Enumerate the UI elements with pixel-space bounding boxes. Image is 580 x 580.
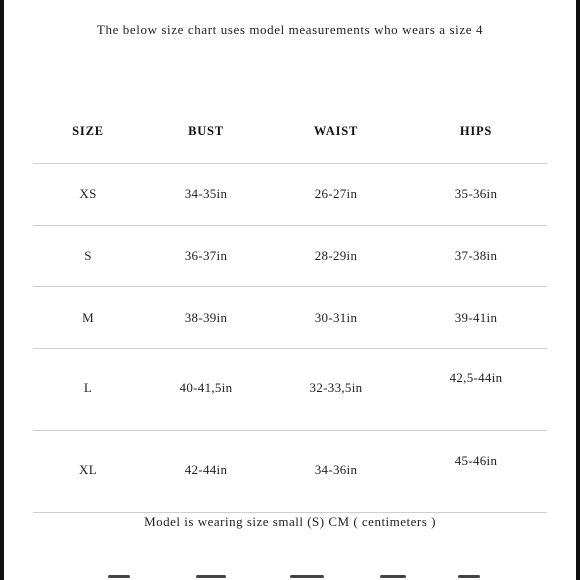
bust-cell: 42-44in (184, 462, 228, 477)
bust-cell: 36-37in (184, 248, 228, 263)
size-cell: XL (79, 462, 97, 477)
row-divider (33, 163, 547, 164)
size-cell: XS (79, 186, 97, 201)
row-divider (33, 430, 547, 431)
row-divider (33, 225, 547, 226)
bust-cell: 38-39in (184, 310, 228, 325)
waist-cell: 34-36in (314, 462, 358, 477)
bust-cell: 40-41,5in (179, 380, 233, 395)
row-divider (33, 348, 547, 349)
size-cell: M (82, 310, 94, 325)
size-cell: S (84, 248, 92, 263)
hips-cell: 35-36in (454, 186, 498, 201)
row-divider (33, 286, 547, 287)
waist-cell: 30-31in (314, 310, 358, 325)
right-border (576, 0, 580, 580)
footer-note: Model is wearing size small (S) CM ( centimeters ) (144, 514, 436, 529)
header-hips: HIPS (459, 124, 493, 138)
waist-cell: 26-27in (314, 186, 358, 201)
bust-cell: 34-35in (184, 186, 228, 201)
left-border (0, 0, 4, 580)
header-bust: BUST (188, 124, 224, 138)
hips-cell: 45-46in (454, 453, 498, 468)
table-row-xs (0, 186, 580, 206)
header-size: SIZE (72, 124, 104, 138)
waist-cell: 28-29in (314, 248, 358, 263)
table-row-l (0, 370, 580, 400)
size-cell: L (83, 380, 93, 395)
hips-cell: 37-38in (454, 248, 498, 263)
hips-cell: 42,5-44in (449, 370, 503, 385)
row-divider (33, 512, 547, 513)
intro-text: The below size chart uses model measurements who wears a size 4 (96, 22, 484, 37)
cropped-text-line (0, 575, 580, 580)
table-row-s (0, 248, 580, 268)
table-header (0, 124, 580, 142)
header-waist: WAIST (313, 124, 359, 138)
waist-cell: 32-33,5in (309, 380, 363, 395)
hips-cell: 39-41in (454, 310, 498, 325)
table-row-xl (0, 453, 580, 482)
table-row-m (0, 310, 580, 330)
